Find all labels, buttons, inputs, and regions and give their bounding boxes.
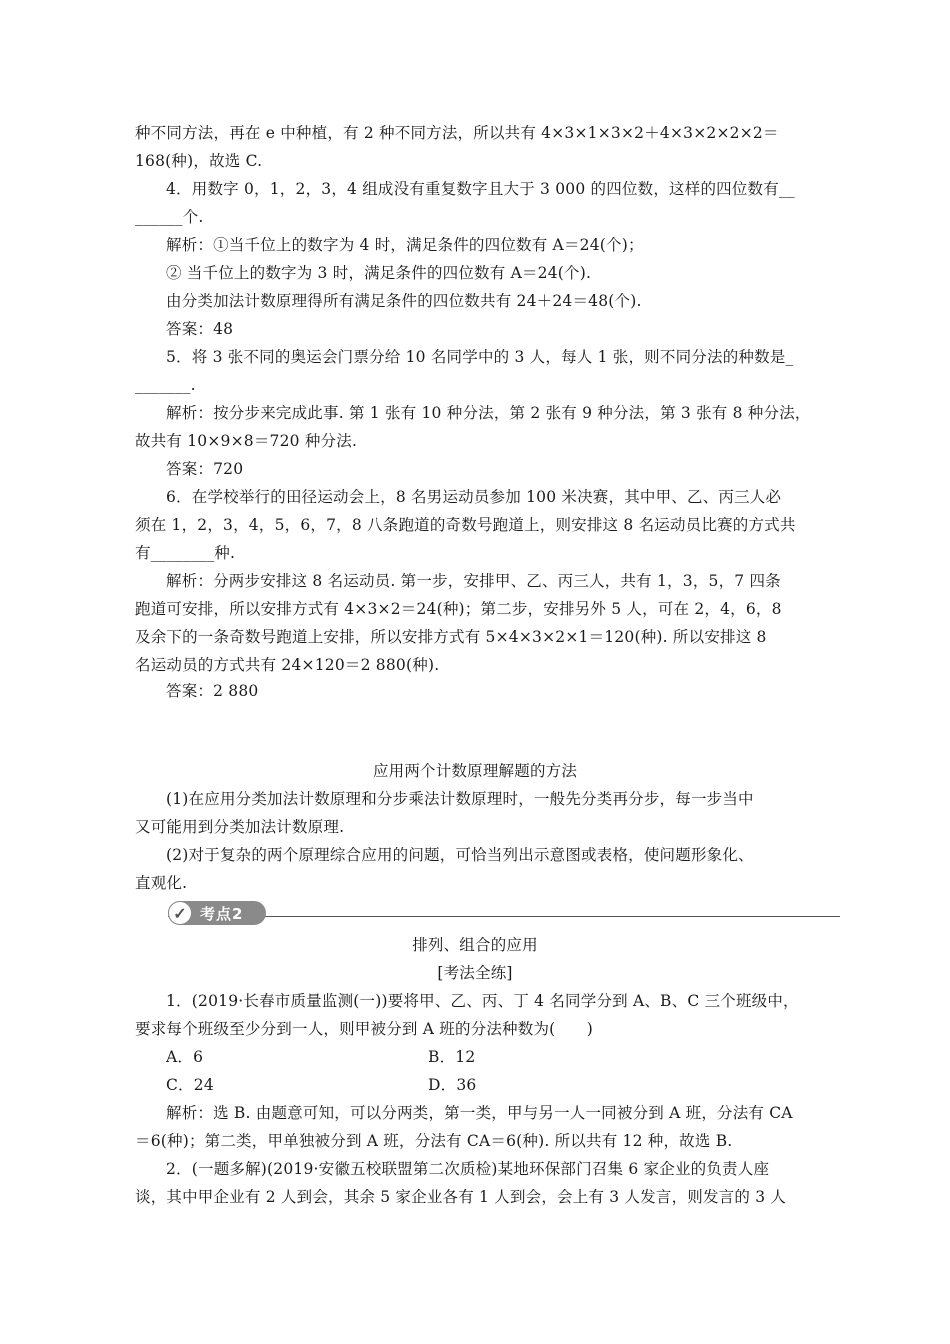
text-line: 有________种. [135, 544, 236, 562]
section-heading: 排列、组合的应用 [412, 936, 538, 954]
answer-line: 答案：2 880 [166, 682, 259, 700]
text-line: 及余下的一条奇数号跑道上安排，所以安排方式有 5×4×3×2×1＝120(种). 所以安排这 8 [135, 628, 767, 646]
text-line: 种不同方法，再在 e 中种植，有 2 种不同方法，所以共有 4×3×1×3×2＋4×3×2×2×2＝ [135, 124, 779, 142]
divider [168, 916, 840, 917]
text-line: 须在 1，2，3，4，5，6，7，8 八条跑道的奇数号跑道上，则安排这 8 名运动员比赛的方式共 [135, 516, 796, 534]
badge-label: 考点2 [200, 904, 244, 923]
text-line: 又可能用到分类加法计数原理. [135, 818, 345, 836]
question-5: 5．将 3 张不同的奥运会门票分给 10 名同学中的 3 人，每人 1 张，则不同分法的种数是_ [166, 348, 794, 366]
option-b: B．12 [428, 1048, 476, 1066]
kaodian-badge [168, 901, 266, 925]
kaodian-banner [168, 899, 840, 927]
question-1: 1．(2019·长春市质量监测(一))要将甲、乙、丙、丁 4 名同学分到 A、B、C 三个班级中， [166, 992, 799, 1010]
text-line: 谈，其中甲企业有 2 人到会，其余 5 家企业各有 1 人到会，会上有 3 人发言，则发言的 3 人 [135, 1188, 787, 1206]
text-line: ② 当千位上的数字为 3 时，满足条件的四位数有 A＝24(个). [166, 264, 592, 282]
option-a: A．6 [166, 1048, 204, 1066]
section-heading: 应用两个计数原理解题的方法 [372, 762, 578, 780]
text-line: 跑道可安排，所以安排方式有 4×3×2＝24(种)；第二步，安排另外 5 人，可在 2，4，6，8 [135, 600, 782, 618]
text-line: ______个. [135, 208, 204, 226]
text-line: 由分类加法计数原理得所有满足条件的四位数共有 24＋24＝48(个). [166, 292, 642, 310]
question-4: 4．用数字 0，1，2，3，4 组成没有重复数字且大于 3 000 的四位数，这样的四位数有__ [166, 180, 795, 198]
text-line: 168(种)，故选 C. [135, 152, 263, 170]
answer-line: 答案：720 [166, 460, 244, 478]
text-line: 故共有 10×9×8＝720 种分法. [135, 432, 358, 450]
check-icon: ✓ [168, 901, 192, 925]
text-line: _______. [135, 376, 196, 394]
option-d: D．36 [428, 1076, 477, 1094]
solution-label: 解析：选 B. 由题意可知，可以分两类，第一类，甲与另一人一同被分到 A 班，分法有 CA [166, 1104, 793, 1122]
text-line: (2)对于复杂的两个原理综合应用的问题，可恰当列出示意图或表格，使问题形象化、 [166, 846, 754, 864]
question-2: 2．(一题多解)(2019·安徽五校联盟第二次质检)某地环保部门召集 6 家企业的负责人座 [166, 1160, 770, 1178]
text-line: (1)在应用分类加法计数原理和分步乘法计数原理时，一般先分类再分步，每一步当中 [166, 790, 754, 808]
answer-line: 答案：48 [166, 320, 234, 338]
text-line: 要求每个班级至少分到一人，则甲被分到 A 班的分法种数为( ) [135, 1020, 594, 1038]
question-6: 6．在学校举行的田径运动会上，8 名男运动员参加 100 米决赛，其中甲、乙、丙三人必 [166, 488, 782, 506]
text-line: 直观化. [135, 874, 188, 892]
section-subheading: [考法全练] [437, 964, 513, 982]
solution-label: 解析：按分步来完成此事. 第 1 张有 10 种分法，第 2 张有 9 种分法，第 3 张有 8 种分法， [166, 404, 811, 422]
text-line: 名运动员的方式共有 24×120＝2 880(种). [135, 656, 440, 674]
solution-label: 解析：①当千位上的数字为 4 时，满足条件的四位数有 A＝24(个)； [166, 236, 644, 254]
option-c: C．24 [166, 1076, 214, 1094]
text-line: ＝6(种)；第二类，甲单独被分到 A 班，分法有 CA＝6(种). 所以共有 12 种，故选 B. [135, 1132, 733, 1150]
solution-label: 解析：分两步安排这 8 名运动员. 第一步，安排甲、乙、丙三人，共有 1，3，5，7 四条 [166, 572, 781, 590]
